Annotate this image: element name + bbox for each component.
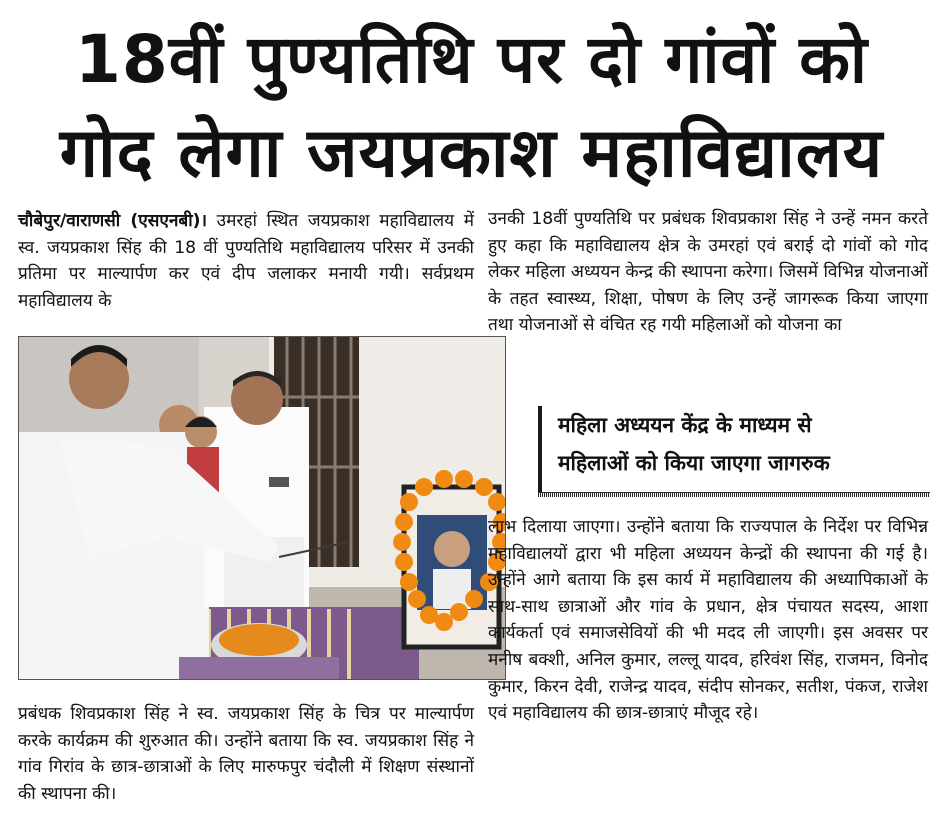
pull-quote-line-2: महिलाओं को किया जाएगा जागरुक (558, 451, 830, 475)
article-text: उनकी 18वीं पुण्यतिथि पर प्रबंधक शिवप्रकाश सिंह ने उन्हें नमन करते हुए कहा कि महाविद्यालय क्षेत्र के उमरहां एवं बराई दो गांवों को गोद लेकर महिला अध्ययन केन्द्र की स्थापना करेगा। जिसमें विभिन्न योजनाओं के तहत स्वास्थ्य, शिक्षा, पोषण के लिए उन्हें जागरूक किया जाएगा तथा योजनाओं से वंचित रह गयी महिलाओं को योजना का (488, 209, 928, 336)
pull-quote-line-1: महिला अध्ययन केंद्र के माध्यम से (558, 413, 812, 437)
article-column-right-top (488, 206, 928, 339)
article-column-left-bottom (18, 701, 474, 807)
pull-quote (538, 406, 930, 492)
article-column-right-bottom (488, 514, 928, 727)
article-text: लाभ दिलाया जाएगा। उन्होंने बताया कि राज्यपाल के निर्देश पर विभिन्न महाविद्यालयों द्वारा भी महिला अध्ययन केन्द्रों की स्थापना की गई है। उन्होंने आगे बताया कि इस कार्य में महाविद्यालय की अध्यापिकाओं के साथ-साथ छात्राओं और गांव के प्रधान, क्षेत्र पंचायत सदस्य, आशा कार्यकर्ता एवं समाजसेवियों की भी मदद ली जाएगी। इस अवसर पर मनीष बक्शी, अनिल कुमार, लल्लू यादव, हरिवंश सिंह, राजमन, विनोद कुमार, किरन देवी, राजेन्द्र यादव, संदीप सोनकर, सतीश, पंकज, राजेश एवं महाविद्यालय की छात्र-छात्राएं मौजूद रहे। (488, 517, 928, 724)
headline-line-1: 18वीं पुण्यतिथि पर दो गांवों को (74, 21, 869, 98)
article-column-left-top (18, 208, 474, 314)
article-text: उमरहां स्थित जयप्रकाश महाविद्यालय में स्व. जयप्रकाश सिंह की 18 वीं पुण्यतिथि महाविद्यालय परिसर में उनकी प्रतिमा पर माल्यार्पण कर एवं दीप जलाकर मनायी गयी। सर्वप्रथम महाविद्यालय के (18, 211, 474, 311)
headline-line-2: गोद लेगा जयप्रकाश महाविद्यालय (59, 114, 884, 193)
article-text: प्रबंधक शिवप्रकाश सिंह ने स्व. जयप्रकाश सिंह के चित्र पर माल्यार्पण करके कार्यक्रम की शुरुआत की। उन्होंने बताया कि स्व. जयप्रकाश सिंह ने गांव गिरांव के छात्र-छात्राओं के लिए मारुफपुर चंदौली में शिक्षण संस्थानों की स्थापना की। (18, 704, 474, 804)
article-paragraph (18, 208, 474, 314)
photo-illustration (19, 337, 506, 680)
news-photo (18, 336, 506, 680)
dateline: चौबेपुर/वाराणसी (एसएनबी)। (18, 211, 208, 231)
pull-quote-rule (538, 492, 930, 497)
